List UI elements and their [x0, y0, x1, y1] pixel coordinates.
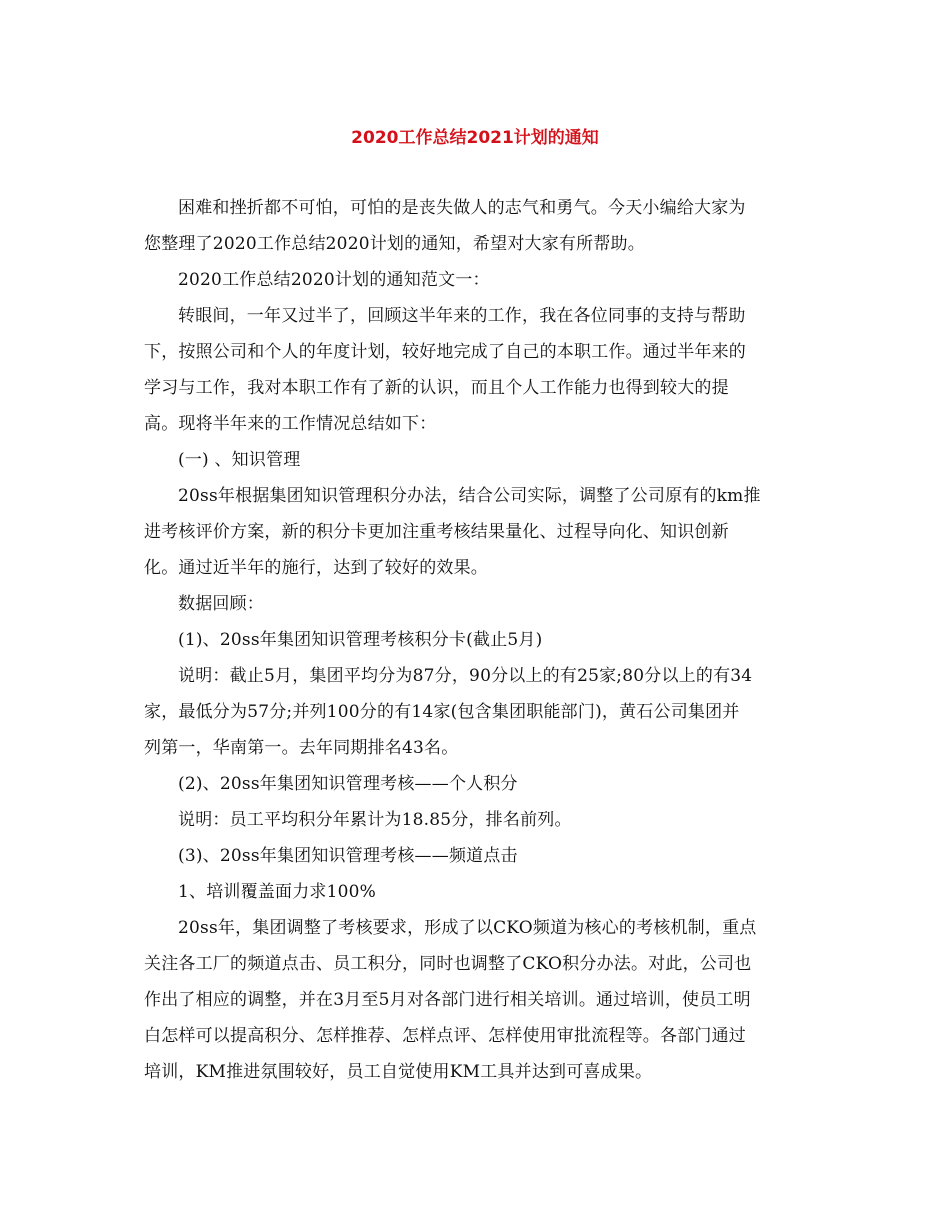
text-line: 化。通过近半年的施行，达到了较好的效果。: [144, 558, 488, 578]
text-line: (2)、20ss年集团知识管理考核——个人积分: [178, 774, 518, 794]
text-line: 下，按照公司和个人的年度计划，较好地完成了自己的本职工作。通过半年来的: [144, 342, 746, 362]
text-line: 高。现将半年来的工作情况总结如下：: [144, 414, 437, 434]
text-line: 作出了相应的调整，并在3月至5月对各部门进行相关培训。通过培训，使员工明: [144, 990, 751, 1010]
text-line: 说明：截止5月，集团平均分为87分，90分以上的有25家;80分以上的有34: [178, 666, 753, 686]
text-line: 数据回顾：: [178, 594, 264, 614]
text-line: 转眼间，一年又过半了，回顾这半年来的工作，我在各位同事的支持与帮助: [178, 306, 746, 326]
text-line: (1)、20ss年集团知识管理考核积分卡(截止5月): [178, 630, 543, 650]
text-line: (一) 、知识管理: [178, 450, 301, 470]
text-line: 家，最低分为57分;并列100分的有14家(包含集团职能部门)，黄石公司集团并: [144, 702, 740, 722]
text-line: 20ss年根据集团知识管理积分办法，结合公司实际，调整了公司原有的km推: [178, 486, 761, 506]
document-title: 2020工作总结2021计划的通知: [351, 128, 599, 148]
text-line: 20ss年，集团调整了考核要求，形成了以CKO频道为核心的考核机制，重点: [178, 918, 757, 938]
text-line: 2020工作总结2020计划的通知范文一：: [178, 270, 490, 290]
text-line: 1、培训覆盖面力求100%: [178, 882, 377, 902]
text-line: 您整理了2020工作总结2020计划的通知，希望对大家有所帮助。: [144, 234, 645, 254]
document-body: [144, 190, 812, 1090]
text-line: 进考核评价方案，新的积分卡更加注重考核结果量化、过程导向化、知识创新: [144, 522, 729, 542]
text-line: 列第一，华南第一。去年同期排名43名。: [144, 738, 459, 758]
text-line: (3)、20ss年集团知识管理考核——频道点击: [178, 846, 518, 866]
text-line: 说明：员工平均积分年累计为18.85分，排名前列。: [178, 810, 572, 830]
text-line: 培训，KM推进氛围较好，员工自觉使用KM工具并达到可喜成果。: [144, 1062, 653, 1082]
text-line: 白怎样可以提高积分、怎样推荐、怎样点评、怎样使用审批流程等。各部门通过: [144, 1026, 746, 1046]
text-line: 关注各工厂的频道点击、员工积分，同时也调整了CKO积分办法。对此，公司也: [144, 954, 752, 974]
text-line: 学习与工作，我对本职工作有了新的认识，而且个人工作能力也得到较大的提: [144, 378, 729, 398]
text-line: 困难和挫折都不可怕，可怕的是丧失做人的志气和勇气。今天小编给大家为: [178, 198, 746, 218]
